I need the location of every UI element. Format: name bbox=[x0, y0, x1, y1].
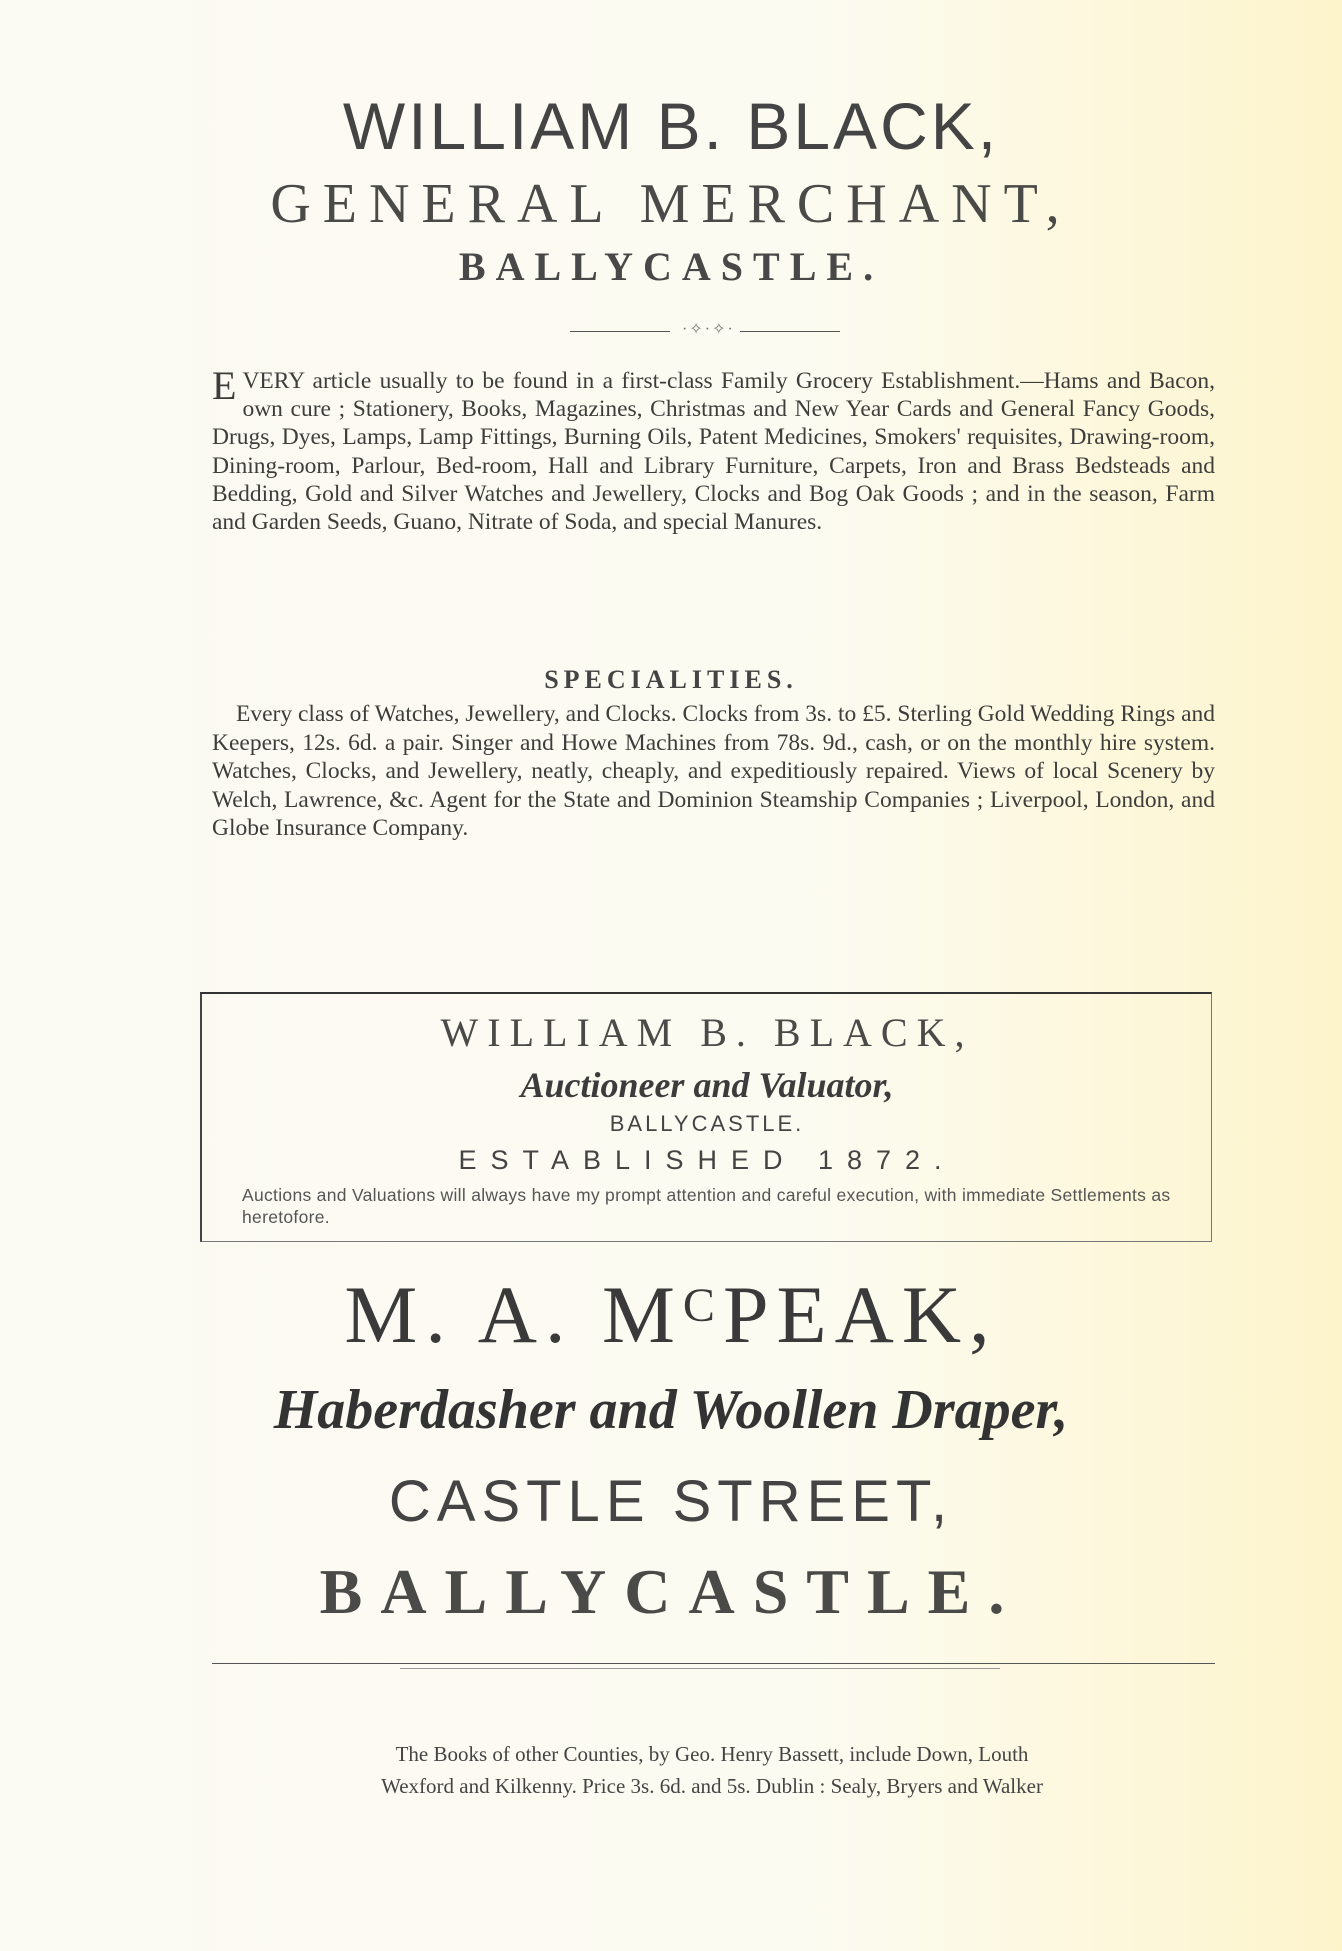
mcpeak-street: CASTLE STREET, bbox=[388, 1469, 954, 1534]
ornament-divider bbox=[570, 321, 840, 339]
footer-line-1: The Books of other Counties, by Geo. Henry Bassett, include Down, Louth bbox=[395, 1742, 1029, 1766]
auctioneer-role: Auctioneer and Valuator, bbox=[520, 1065, 894, 1105]
auctioneer-box bbox=[200, 992, 1212, 1242]
specialities-heading: SPECIALITIES. bbox=[544, 665, 798, 694]
merchant-town-heading: BALLYCASTLE. bbox=[458, 244, 884, 289]
mcpeak-name bbox=[0, 1268, 1342, 1362]
footer-line-2: Wexford and Kilkenny. Price 3s. 6d. and 5s. Dublin : Sealy, Bryers and Walker bbox=[381, 1774, 1043, 1798]
mcpeak-trade: Haberdasher and Woollen Draper, bbox=[273, 1379, 1069, 1441]
mcpeak-name-post: PEAK, bbox=[722, 1269, 998, 1360]
intro-paragraph bbox=[212, 363, 1215, 536]
specialities-paragraph: Every class of Watches, Jewellery, and Clocks. Clocks from 3s. to £5. Sterling Gold Wedding Rings and Keepers, 12s. 6d. a pair. Singer and Howe Machines from 78s. 9d., cash, or on the monthly hire system. Watches, Clocks, and Jewellery, neatly, cheaply, and expeditiously repaired. Views of local Scenery by Welch, Lawrence, &c. Agent for the State and Dominion Steamship Companies ; Liverpool, London, and Globe Insurance Company. bbox=[212, 701, 1215, 841]
auctioneer-town: BALLYCASTLE. bbox=[609, 1111, 805, 1136]
mcpeak-name-sup: C bbox=[682, 1279, 723, 1332]
established-line: ESTABLISHED 1872. bbox=[458, 1145, 956, 1175]
footer-note bbox=[212, 1738, 1212, 1802]
auctioneer-name: WILLIAM B. BLACK, bbox=[440, 1010, 974, 1055]
auctioneer-note: Auctions and Valuations will always have my prompt attention and careful execution, with immediate Settlements as heretofore. bbox=[242, 1185, 1171, 1227]
mcpeak-town: BALLYCASTLE. bbox=[319, 1556, 1023, 1627]
mcpeak-name-pre: M. A. M bbox=[344, 1269, 683, 1360]
drop-cap: E bbox=[212, 363, 237, 408]
intro-text: VERY article usually to be found in a first-class Family Grocery Establishment.—Hams and Bacon, own cure ; Stationery, Books, Magazines, Christmas and New Year Cards and General Fancy Goods, Drugs, Dyes, Lamps, Lamp Fittings, Burning Oils, Patent Medicines, Smokers' requisites, Drawing-room, Dining-room, Parlour, Bed-room, Hall and Library Furniture, Carpets, Iron and Brass Bedsteads and Bedding, Gold and Silver Watches and Jewellery, Clocks and Bog Oak Goods ; and in the season, Farm and Garden Seeds, Guano, Nitrate of Soda, and special Manures. bbox=[212, 368, 1215, 536]
ornament-icon: ·✧·✧· bbox=[682, 321, 735, 338]
merchant-title-heading: GENERAL MERCHANT, bbox=[270, 173, 1072, 235]
divider-rule bbox=[212, 1663, 1215, 1664]
merchant-name-heading: WILLIAM B. BLACK, bbox=[342, 89, 1000, 163]
divider-rule-thin bbox=[400, 1668, 1000, 1669]
